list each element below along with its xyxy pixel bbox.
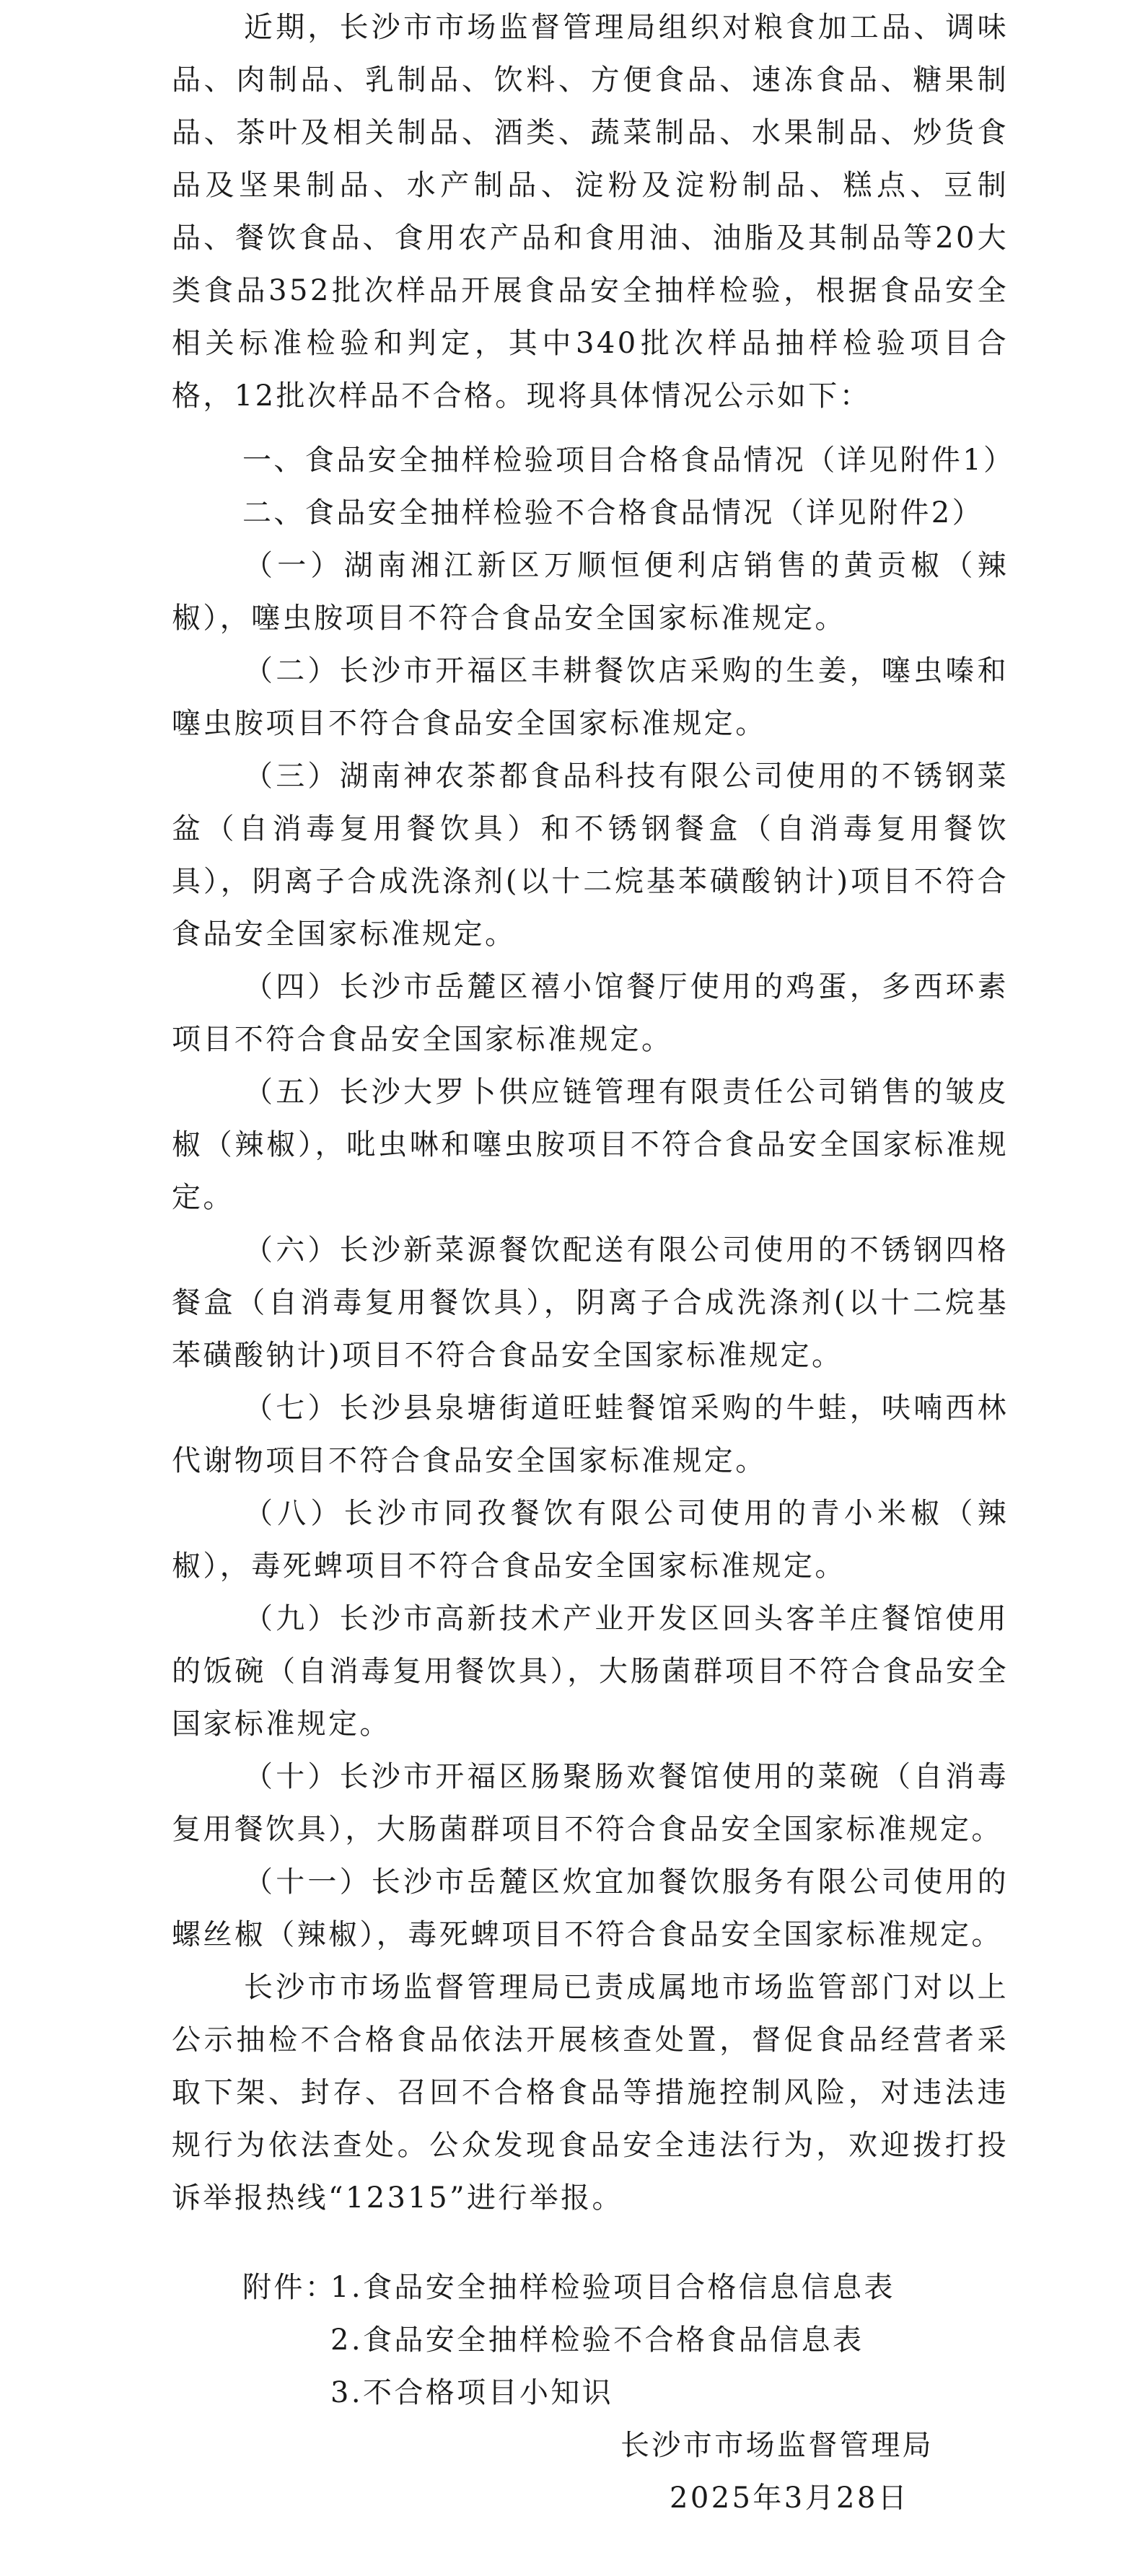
unqualified-item-2: （二）长沙市开福区丰耕餐饮店采购的生姜，噻虫嗪和噻虫胺项目不符合食品安全国家标准规定。 [172,654,1009,740]
attachments-label: 附件： [242,2271,337,2304]
attachment-3: 3.不合格项目小知识 [330,2376,614,2409]
unqualified-item-11: （十一）长沙市岳麓区炊宜加餐饮服务有限公司使用的螺丝椒（辣椒），毒死蜱项目不符合食品安全国家标准规定。 [172,1865,1009,1951]
unqualified-item-5: （五）长沙大罗卜供应链管理有限责任公司销售的皱皮椒（辣椒），吡虫啉和噻虫胺项目不符合食品安全国家标准规定。 [172,1076,1009,1214]
unqualified-item-9: （九）长沙市高新技术产业开发区回头客羊庄餐馆使用的饭碗（自消毒复用餐饮具），大肠菌群项目不符合食品安全国家标准规定。 [172,1602,1009,1741]
unqualified-item-1: （一）湖南湘江新区万顺恒便利店销售的黄贡椒（辣椒），噻虫胺项目不符合食品安全国家标准规定。 [172,549,1009,635]
unqualified-item-7: （七）长沙县泉塘街道旺蛙餐馆采购的牛蛙，呋喃西林代谢物项目不符合食品安全国家标准规定。 [172,1392,1009,1477]
attachment-1: 1.食品安全抽样检验项目合格信息信息表 [330,2271,895,2304]
intro-paragraph: 近期，长沙市市场监督管理局组织对粮食加工品、调味品、肉制品、乳制品、饮料、方便食品、速冻食品、糖果制品、茶叶及相关制品、酒类、蔬菜制品、水果制品、炒货食品及坚果制品、水产制品、淀粉及淀粉制品、糕点、豆制品、餐饮食品、食用农产品和食用油、油脂及其制品等20大类食品352批次样品开展食品安全抽样检验，根据食品安全相关标准检验和判定，其中340批次样品抽样检验项目合格，12批次样品不合格。现将具体情况公示如下： [172,11,1009,413]
closing-paragraph: 长沙市市场监督管理局已责成属地市场监管部门对以上公示抽检不合格食品依法开展核查处置，督促食品经营者采取下架、封存、召回不合格食品等措施控制风险，对违法违规行为依法查处。公众发现食品安全违法行为，欢迎拨打投诉举报热线“12315”进行举报。 [172,1971,1009,2215]
unqualified-item-4: （四）长沙市岳麓区禧小馆餐厅使用的鸡蛋，多西环素项目不符合食品安全国家标准规定。 [172,970,1009,1056]
section-unqualified-heading: 二、食品安全抽样检验不合格食品情况（详见附件2） [242,496,984,529]
attachment-2: 2.食品安全抽样检验不合格食品信息表 [330,2324,864,2357]
signature-org: 长沙市市场监督管理局 [620,2429,934,2462]
section-qualified-heading: 一、食品安全抽样检验项目合格食品情况（详见附件1） [242,444,1015,477]
signature-date: 2025年3月28日 [670,2482,910,2515]
unqualified-item-10: （十）长沙市开福区肠聚肠欢餐馆使用的菜碗（自消毒复用餐饮具），大肠菌群项目不符合食品安全国家标准规定。 [172,1760,1009,1846]
unqualified-item-3: （三）湖南神农茶都食品科技有限公司使用的不锈钢菜盆（自消毒复用餐饮具）和不锈钢餐盒（自消毒复用餐饮具），阴离子合成洗涤剂(以十二烷基苯磺酸钠计)项目不符合食品安全国家标准规定。 [172,760,1009,951]
unqualified-item-8: （八）长沙市同孜餐饮有限公司使用的青小米椒（辣椒），毒死蜱项目不符合食品安全国家标准规定。 [172,1497,1009,1583]
unqualified-item-6: （六）长沙新菜源餐饮配送有限公司使用的不锈钢四格餐盒（自消毒复用餐饮具），阴离子合成洗涤剂(以十二烷基苯磺酸钠计)项目不符合食品安全国家标准规定。 [172,1234,1009,1372]
